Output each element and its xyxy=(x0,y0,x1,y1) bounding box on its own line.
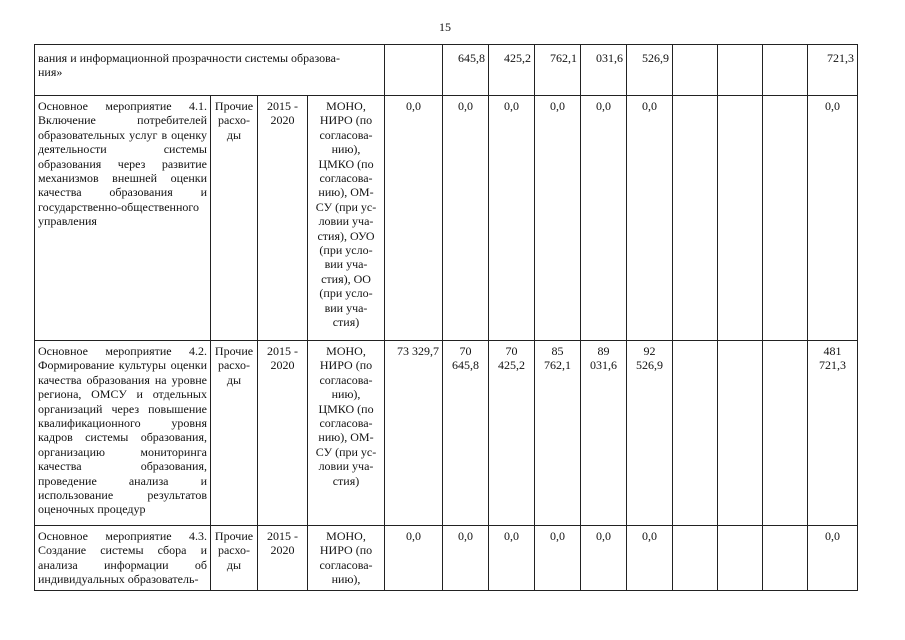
table-row xyxy=(35,526,858,591)
total-cell: 0,0 xyxy=(808,96,858,341)
value-cell xyxy=(763,526,808,591)
value-cell: 92 526,9 xyxy=(627,341,673,526)
activity-description: Основное мероприятие 4.3. Создание системы сбора и анализа информации об индивидуальных образователь- xyxy=(35,526,211,591)
implementation-period: 2015 - 2020 xyxy=(258,526,308,591)
total-cell: 0,0 xyxy=(808,526,858,591)
value-cell xyxy=(763,45,808,96)
value-cell: 031,6 xyxy=(581,45,627,96)
value-cell: 0,0 xyxy=(535,96,581,341)
value-cell xyxy=(718,341,763,526)
value-cell: 645,8 xyxy=(443,45,489,96)
value-cell: 0,0 xyxy=(385,526,443,591)
value-cell xyxy=(763,96,808,341)
value-cell: 0,0 xyxy=(489,96,535,341)
value-cell: 0,0 xyxy=(443,96,489,341)
value-cell xyxy=(673,45,718,96)
table-row xyxy=(35,96,858,341)
executors: МОНО, НИРО (по согласова- нию), ЦМКО (по согласова- нию), ОМ- СУ (при ус- ловии уча- стия) xyxy=(308,341,385,526)
value-cell xyxy=(718,526,763,591)
executors: МОНО, НИРО (по согласова- нию), xyxy=(308,526,385,591)
value-cell xyxy=(763,341,808,526)
value-cell: 425,2 xyxy=(489,45,535,96)
activity-description: вания и информационной прозрачности системы образова- ния» xyxy=(35,45,385,96)
expense-category: Прочие расхо- ды xyxy=(211,96,258,341)
value-cell: 70 425,2 xyxy=(489,341,535,526)
expense-category: Прочие расхо- ды xyxy=(211,526,258,591)
value-cell: 0,0 xyxy=(627,96,673,341)
value-cell: 0,0 xyxy=(385,96,443,341)
value-cell xyxy=(673,526,718,591)
value-cell: 85 762,1 xyxy=(535,341,581,526)
value-cell: 73 329,7 xyxy=(385,341,443,526)
value-cell xyxy=(385,45,443,96)
value-cell: 0,0 xyxy=(581,526,627,591)
value-cell: 0,0 xyxy=(443,526,489,591)
value-cell: 0,0 xyxy=(627,526,673,591)
total-cell: 721,3 xyxy=(808,45,858,96)
value-cell xyxy=(673,341,718,526)
page-number: 15 xyxy=(439,20,451,34)
implementation-period: 2015 - 2020 xyxy=(258,341,308,526)
value-cell: 70 645,8 xyxy=(443,341,489,526)
value-cell xyxy=(718,96,763,341)
value-cell: 89 031,6 xyxy=(581,341,627,526)
total-cell: 481 721,3 xyxy=(808,341,858,526)
value-cell: 0,0 xyxy=(535,526,581,591)
value-cell: 762,1 xyxy=(535,45,581,96)
expense-category: Прочие расхо- ды xyxy=(211,341,258,526)
activity-description: Основное мероприятие 4.2. Формирование культуры оценки качества образования на уровне региона, ОМСУ и отдельных организаций через повышение квалификационного уровня кадров системы образования, организацию мониторинга качества образования, проведение анализа и использование результатов оценочных процедур xyxy=(35,341,211,526)
implementation-period: 2015 - 2020 xyxy=(258,96,308,341)
budget-table xyxy=(34,44,858,591)
value-cell xyxy=(673,96,718,341)
value-cell: 526,9 xyxy=(627,45,673,96)
value-cell: 0,0 xyxy=(489,526,535,591)
table-row xyxy=(35,341,858,526)
value-cell: 0,0 xyxy=(581,96,627,341)
value-cell xyxy=(718,45,763,96)
executors: МОНО, НИРО (по согласова- нию), ЦМКО (по согласова- нию), ОМ- СУ (при ус- ловии уча- стия), ОУО (при усло- вии уча- стия), ОО (при усло- вии уча- стия) xyxy=(308,96,385,341)
activity-description: Основное мероприятие 4.1. Включение потребителей образовательных услуг в оценку деятельности системы образования через развитие механизмов внешней оценки качества образования и государственно-общественного управления xyxy=(35,96,211,341)
table-row xyxy=(35,45,858,96)
